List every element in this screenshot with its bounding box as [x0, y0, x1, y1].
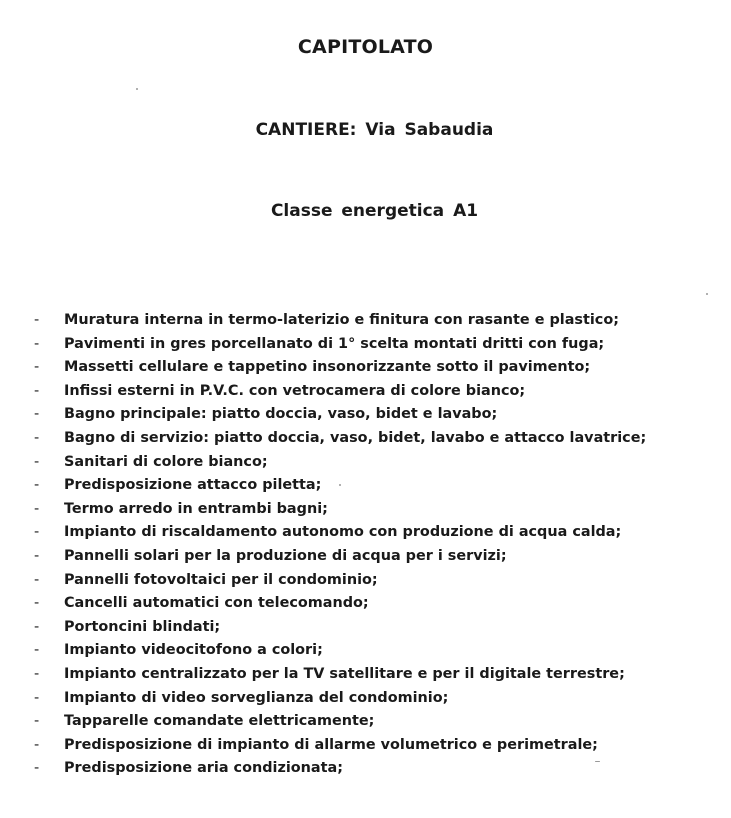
list-item [32, 592, 646, 616]
scan-speck [339, 484, 341, 486]
bullet-dash: - [34, 547, 40, 564]
bullet-dash: - [34, 312, 40, 328]
energy-class-heading: Classe energetica A1 [270, 201, 479, 221]
scan-speck [136, 88, 138, 90]
bullet-dash: - [34, 618, 40, 635]
list-item-text: Massetti cellulare e tappetino insonorizzante sotto il pavimento; [64, 359, 591, 376]
bullet-dash: - [34, 665, 40, 682]
bullet-dash: - [34, 524, 40, 541]
list-item-text: Bagno di servizio: piatto doccia, vaso, bidet, lavabo e attacco lavatrice; [64, 429, 647, 446]
bullet-dash: - [34, 429, 40, 446]
list-item [32, 687, 646, 711]
bullet-dash: - [34, 335, 40, 352]
list-item-text: Predisposizione di impianto di allarme volumetrico e perimetrale; [64, 736, 598, 753]
document-title: CAPITOLATO [297, 36, 434, 58]
list-item [32, 309, 646, 333]
list-item [32, 734, 646, 758]
list-item-text: Predisposizione aria condizionata; [64, 760, 343, 777]
bullet-dash: - [34, 453, 40, 470]
specification-list [32, 309, 646, 781]
bullet-dash: - [34, 736, 40, 753]
list-item-text: Impianto di video sorveglianza del condominio; [64, 689, 449, 706]
bullet-dash: - [34, 689, 40, 706]
list-item-text: Termo arredo in entrambi bagni; [64, 500, 328, 517]
list-item [32, 427, 646, 451]
list-item-text: Sanitari di colore bianco; [64, 453, 268, 470]
list-item-text: Portoncini blindati; [64, 618, 221, 635]
list-item-text: Pavimenti in gres porcellanato di 1° scelta montati dritti con fuga; [64, 335, 605, 352]
list-item-text: Predisposizione attacco piletta; [64, 477, 322, 494]
bullet-dash: - [34, 642, 40, 659]
list-item [32, 451, 646, 475]
list-item-text: Cancelli automatici con telecomando; [64, 595, 369, 612]
list-item [32, 498, 646, 522]
list-item [32, 710, 646, 734]
list-item-text: Impianto di riscaldamento autonomo con produzione di acqua calda; [64, 524, 622, 541]
bullet-dash: - [34, 713, 40, 730]
construction-site-heading: CANTIERE: Via Sabaudia [255, 120, 494, 140]
list-item [32, 356, 646, 380]
list-item [32, 757, 646, 781]
list-item-text: Infissi esterni in P.V.C. con vetrocamera di colore bianco; [64, 382, 526, 399]
bullet-dash: - [34, 359, 40, 376]
bullet-dash: - [34, 595, 40, 612]
list-item-text: Bagno principale: piatto doccia, vaso, bidet e lavabo; [64, 406, 498, 423]
list-item-text: Pannelli fotovoltaici per il condominio; [64, 571, 378, 588]
list-item-text: Impianto centralizzato per la TV satellitare e per il digitale terrestre; [64, 665, 625, 682]
list-item [32, 333, 646, 357]
list-item [32, 403, 646, 427]
list-item [32, 639, 646, 663]
list-item [32, 616, 646, 640]
list-item [32, 380, 646, 404]
list-item [32, 569, 646, 593]
bullet-dash: - [34, 477, 40, 494]
list-item-text: Tapparelle comandate elettricamente; [64, 713, 375, 730]
scan-speck [595, 761, 600, 762]
list-item [32, 521, 646, 545]
list-item [32, 663, 646, 687]
bullet-dash: - [34, 500, 40, 517]
bullet-dash: - [34, 571, 40, 588]
bullet-dash: - [34, 760, 40, 777]
bullet-dash: - [34, 382, 40, 399]
list-item-text: Impianto videocitofono a colori; [64, 642, 323, 659]
list-item-text: Muratura interna in termo-laterizio e finitura con rasante e plastico; [64, 312, 619, 328]
scan-speck [706, 293, 708, 295]
list-item [32, 545, 646, 569]
bullet-dash: - [34, 406, 40, 423]
list-item-text: Pannelli solari per la produzione di acqua per i servizi; [64, 547, 507, 564]
